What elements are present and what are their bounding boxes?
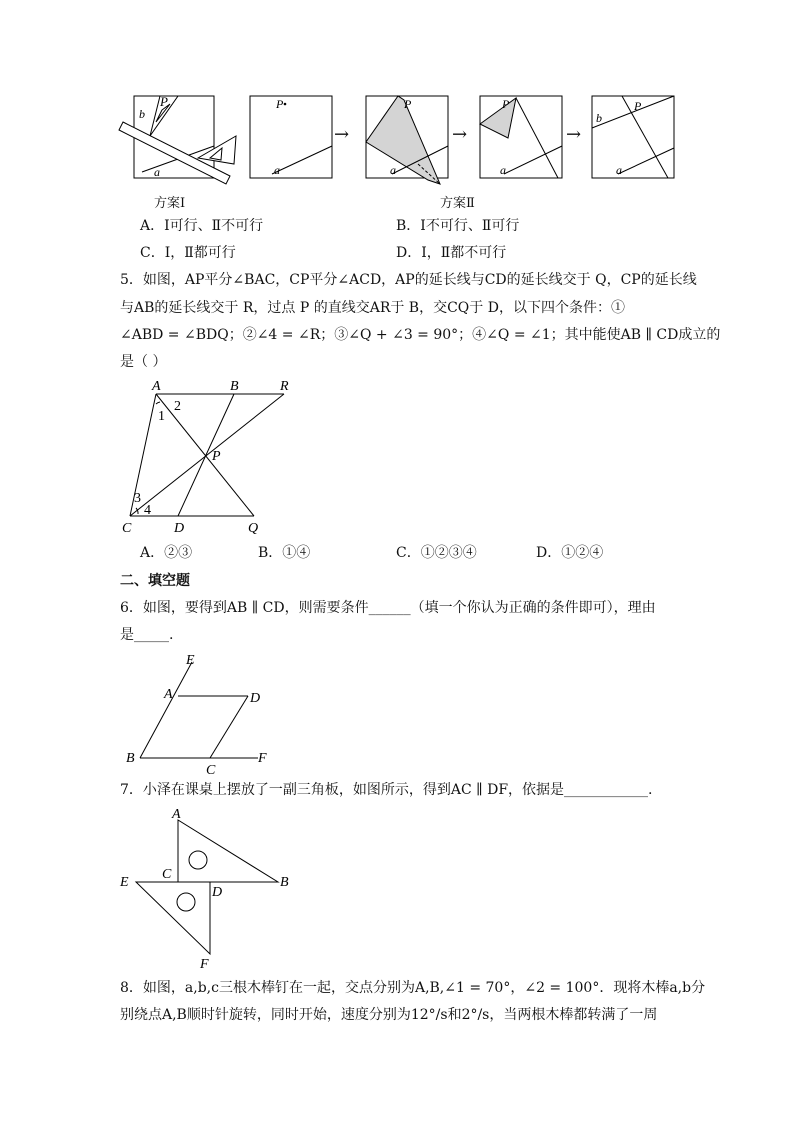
label-P: P [276,97,284,111]
label-C: C [122,521,132,536]
q5-option-c[interactable]: C．①②③④ [396,545,477,561]
q4-figure-step2 [364,94,464,194]
arrow-icon: → [452,124,468,145]
label-a: a [154,165,160,179]
q8-line-2: 别绕点A,B顺时针旋转，同时开始，速度分别为12°/s和2°/s，当两根木棒都转满了一周 [120,1007,658,1023]
label-A: A [152,379,161,394]
label-D: D [174,521,185,536]
label-D: D [250,691,261,706]
q6-line-1: 6．如图，要得到AB ∥ CD，则需要条件______（填一个你认为正确的条件即可），理由 [120,600,656,616]
label-D: D [212,885,223,900]
q5-line-1: 5．如图，AP平分∠BAC，CP平分∠ACD，AP的延长线与CD的延长线交于 Q，CP的延长线 [120,272,697,288]
q5-option-b[interactable]: B．①④ [258,545,311,561]
q8-line-1: 8．如图，a,b,c三根木棒钉在一起，交点分别为A,B,∠1 = 70°，∠2 = 100°．现将木棒a,b分 [120,980,706,996]
q7-line-1: 7．小泽在课桌上摆放了一副三角板，如图所示，得到AC ∥ DF，依据是____________. [120,782,653,798]
label-2: 2 [174,399,181,414]
label-B: B [230,379,239,394]
label-4: 4 [144,503,151,518]
label-B: B [126,751,135,766]
label-F: F [258,751,267,766]
caption-scheme2: 方案Ⅱ [440,196,475,211]
q4-option-d[interactable]: D．Ⅰ，Ⅱ都不可行 [396,245,507,261]
label-3: 3 [134,491,141,506]
q4-figure-scheme1 [118,88,248,198]
caption-scheme1: 方案Ⅰ [154,196,186,211]
label-a: a [616,163,622,177]
q5-option-a[interactable]: A．②③ [140,545,193,561]
q7-figure [116,804,306,974]
q5-option-d[interactable]: D．①②④ [536,545,604,561]
label-P: P [502,97,510,111]
label-a: a [390,163,396,177]
label-a: a [274,163,280,177]
q4-figure-step4 [590,94,690,184]
q6-figure [118,650,288,780]
label-b: b [139,107,145,121]
q4-figure-step1 [248,94,348,184]
q4-figure-step3 [478,94,578,184]
label-B: B [280,875,289,890]
q6-line-2: 是_____. [120,627,174,643]
q4-option-c[interactable]: C．Ⅰ，Ⅱ都可行 [140,245,236,261]
q5-line-3: ∠ABD = ∠BDQ；②∠4 = ∠R；③∠Q + ∠3 = 90°；④∠Q = ∠1；其中能使AB ∥ CD成立的 [120,327,721,343]
label-E: E [186,653,195,668]
label-P: P [634,99,642,113]
q5-figure [116,378,296,538]
q4-option-b[interactable]: B．Ⅰ不可行、Ⅱ可行 [396,218,520,234]
q5-line-2: 与AB的延长线交于 R，过点 P 的直线交AR于 B，交CQ于 D，以下四个条件：① [120,300,625,316]
label-F: F [200,957,209,972]
label-P: P [212,449,221,464]
label-Q: Q [248,521,259,536]
q5-line-4: 是（ ） [120,354,167,370]
section-heading: 二、填空题 [120,573,190,589]
label-A: A [172,807,181,822]
label-R: R [280,379,289,394]
label-1: 1 [158,409,165,424]
label-a: a [500,163,506,177]
label-E: E [120,875,129,890]
label-A: A [164,687,173,702]
label-b: b [596,111,602,125]
q4-option-a[interactable]: A．Ⅰ可行、Ⅱ不可行 [140,218,264,234]
label-P: P [404,97,412,111]
label-C: C [162,867,172,882]
label-C: C [206,763,216,778]
arrow-icon: → [566,124,582,145]
arrow-icon: → [334,124,350,145]
label-P: P [160,94,168,109]
